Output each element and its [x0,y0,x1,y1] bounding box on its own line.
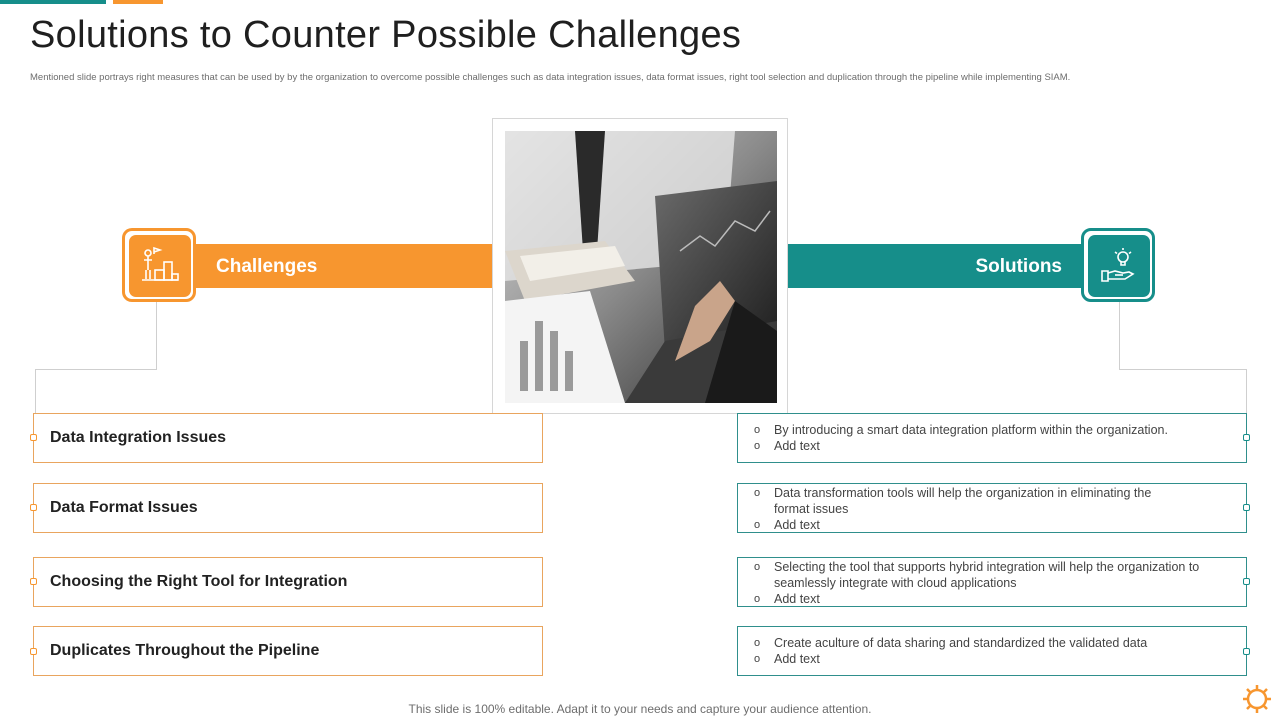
solution-item-4 [737,626,1247,676]
solutions-icon-box [1081,228,1155,302]
solution-bullet: o Add text [754,517,1186,533]
right-connector-horizontal [1119,369,1247,370]
challenge-marker [30,578,37,585]
solution-marker [1243,504,1250,511]
top-accent-orange [113,0,163,4]
challenge-item-label: Duplicates Throughout the Pipeline [50,642,320,659]
solution-bullet: o Data transformation tools will help the organization in eliminating the format issues [754,485,1186,517]
challenge-marker [30,504,37,511]
gear-icon [1241,683,1273,715]
solution-item-2 [737,483,1247,533]
challenge-item-3 [33,557,543,607]
solution-item-3 [737,557,1247,607]
solution-bullet: o Add text [754,591,1232,607]
challenge-item-1 [33,413,543,463]
left-connector-horizontal [35,369,157,370]
challenges-icon-box [122,228,196,302]
slide-title: Solutions to Counter Possible Challenges [30,14,742,56]
solution-bullet: o Create aculture of data sharing and standardized the validated data [754,635,1232,651]
solution-bullet: o Selecting the tool that supports hybrid integration will help the organization to seamlessly integrate with cloud applications [754,559,1232,591]
solution-bullet: o Add text [754,438,1232,454]
right-connector-vertical [1119,302,1120,370]
challenge-marker [30,434,37,441]
solutions-heading: Solutions [975,256,1062,277]
challenges-heading: Challenges [216,256,318,277]
challenge-item-2 [33,483,543,533]
right-connector-down [1246,369,1247,413]
center-photo-frame [492,118,788,414]
top-accent-teal [0,0,106,4]
solution-bullet: o By introducing a smart data integration platform within the organization. [754,422,1232,438]
solution-bullet: o Add text [754,651,1232,667]
challenge-item-label: Data Integration Issues [50,429,227,446]
solution-marker [1243,648,1250,655]
challenge-item-label: Choosing the Right Tool for Integration [50,573,348,590]
solution-marker [1243,578,1250,585]
challenge-marker [30,648,37,655]
solution-marker [1243,434,1250,441]
podium-flag-icon [140,246,180,286]
solutions-header [782,244,1102,288]
slide-footer: This slide is 100% editable. Adapt it to your needs and capture your audience attention. [408,702,872,716]
challenge-item-label: Data Format Issues [50,499,198,516]
hand-lightbulb-icon [1099,246,1139,286]
challenge-item-4 [33,626,543,676]
left-connector-down [35,369,36,413]
challenges-header [170,244,500,288]
solution-item-1 [737,413,1247,463]
left-connector-vertical [156,302,157,370]
business-meeting-photo [505,131,777,403]
slide-subtitle: Mentioned slide portrays right measures that can be used by by the organization to overcome possible challenges such as data integration issues, data format issues, right tool selection and duplication through the pipeline while implementing SIAM. [30,72,1071,83]
